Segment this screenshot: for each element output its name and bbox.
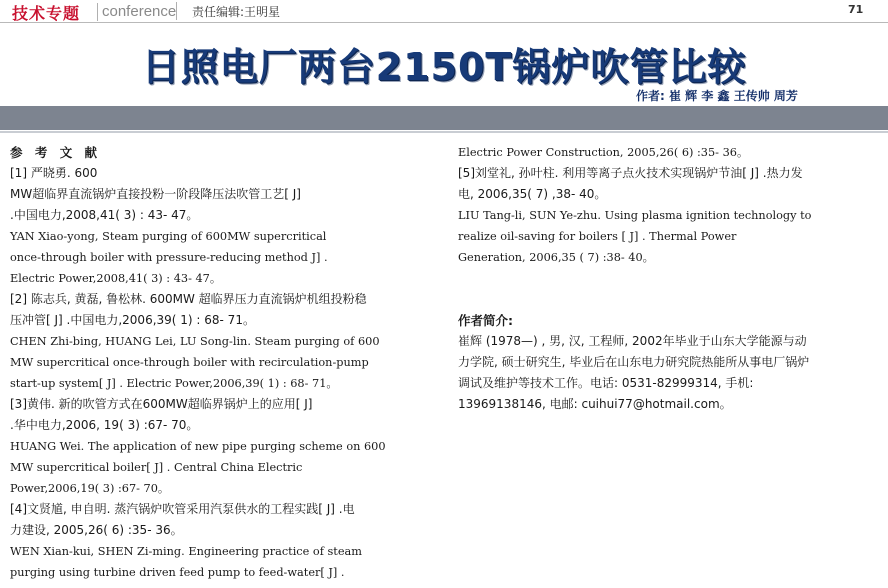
references-list-right xyxy=(458,142,883,268)
reference-line: Electric Power,2008,41( 3) : 43- 47。 xyxy=(10,272,222,285)
bio-line: 调试及维护等技术工作。电话: 0531-82999314, 手机: xyxy=(458,376,754,390)
reference-line: [4]文贤馗, 申自明. 蒸汽锅炉吹管采用汽泵供水的工程实践[ J] .电 xyxy=(10,502,355,516)
reference-line: MW supercritical boiler[ J] . Central China Electric xyxy=(10,461,303,474)
article-title: 日照电厂两台2150T锅炉吹管比较 xyxy=(141,45,747,89)
reference-line: .华中电力,2006, 19( 3) :67- 70。 xyxy=(10,418,199,432)
reference-line: once-through boiler with pressure-reducing method J] . xyxy=(10,251,328,264)
reference-line: realize oil-saving for boilers [ J] . Thermal Power xyxy=(458,230,737,243)
references-list-left xyxy=(10,163,444,583)
reference-line: Generation, 2006,35 ( 7) :38- 40。 xyxy=(458,251,654,264)
reference-line: [1] 严晓勇. 600 xyxy=(10,166,98,180)
bio-line: 13969138146, 电邮: cuihui77@hotmail.com。 xyxy=(458,397,732,411)
reference-line: MW supercritical once-through boiler with recirculation-pump xyxy=(10,356,369,369)
reference-line: 电, 2006,35( 7) ,38- 40。 xyxy=(458,187,607,201)
reference-line: [2] 陈志兵, 黄磊, 鲁松林. 600MW 超临界压力直流锅炉机组投粉稳 xyxy=(10,292,367,306)
title-rule xyxy=(0,131,888,133)
page-number: 71 xyxy=(848,3,864,16)
references-column-right xyxy=(458,142,883,415)
column-tag: 技术专题 xyxy=(12,4,81,23)
reference-line: .中国电力,2008,41( 3) : 43- 47。 xyxy=(10,208,199,222)
reference-line: YAN Xiao-yong, Steam purging of 600MW supercritical xyxy=(10,230,327,243)
reference-line: 力建设, 2005,26( 6) :35- 36。 xyxy=(10,523,183,537)
author-bio-heading: 作者简介: xyxy=(458,313,513,328)
reference-line: MW超临界直流锅炉直接投粉一阶段降压法吹管工艺[ J] xyxy=(10,187,301,201)
reference-line: purging using turbine driven feed pump to feed-water[ J] . xyxy=(10,566,345,579)
reference-line: LIU Tang-li, SUN Ye-zhu. Using plasma ignition technology to xyxy=(458,209,812,222)
header-divider xyxy=(176,2,177,20)
reference-line: [3]黄伟. 新的吹管方式在600MW超临界锅炉上的应用[ J] xyxy=(10,397,313,411)
title-band xyxy=(0,106,888,130)
reference-line: HUANG Wei. The application of new pipe purging scheme on 600 xyxy=(10,440,386,453)
page-header xyxy=(0,0,888,23)
references-column-left xyxy=(10,142,444,583)
reference-line: WEN Xian-kui, SHEN Zi-ming. Engineering practice of steam xyxy=(10,545,362,558)
reference-line: [5]刘堂礼, 孙叶柱. 利用等离子点火技术实现锅炉节油[ J] .热力发 xyxy=(458,166,803,180)
bio-line: 崔辉 (1978—) , 男, 汉, 工程师, 2002年毕业于山东大学能源与动 xyxy=(458,334,807,348)
reference-line: Electric Power Construction, 2005,26( 6) :35- 36。 xyxy=(458,146,749,159)
references-heading: 参 考 文 献 xyxy=(10,145,102,160)
reference-line: CHEN Zhi-bing, HUANG Lei, LU Song-lin. Steam purging of 600 xyxy=(10,335,380,348)
responsible-editor: 责任编辑:王明星 xyxy=(192,5,281,19)
reference-line: 压冲管[ J] .中国电力,2006,39( 1) : 68- 71。 xyxy=(10,313,255,327)
bio-line: 力学院, 硕士研究生, 毕业后在山东电力研究院热能所从事电厂锅炉 xyxy=(458,355,810,369)
author-bio xyxy=(458,331,883,415)
reference-line: Power,2006,19( 3) :67- 70。 xyxy=(10,482,170,495)
article-authors: 作者: 崔 辉 李 鑫 王传帅 周芳 xyxy=(636,89,798,103)
column-label-en: conference xyxy=(97,3,176,21)
reference-line: start-up system[ J] . Electric Power,2006,39( 1) : 68- 71。 xyxy=(10,377,338,390)
